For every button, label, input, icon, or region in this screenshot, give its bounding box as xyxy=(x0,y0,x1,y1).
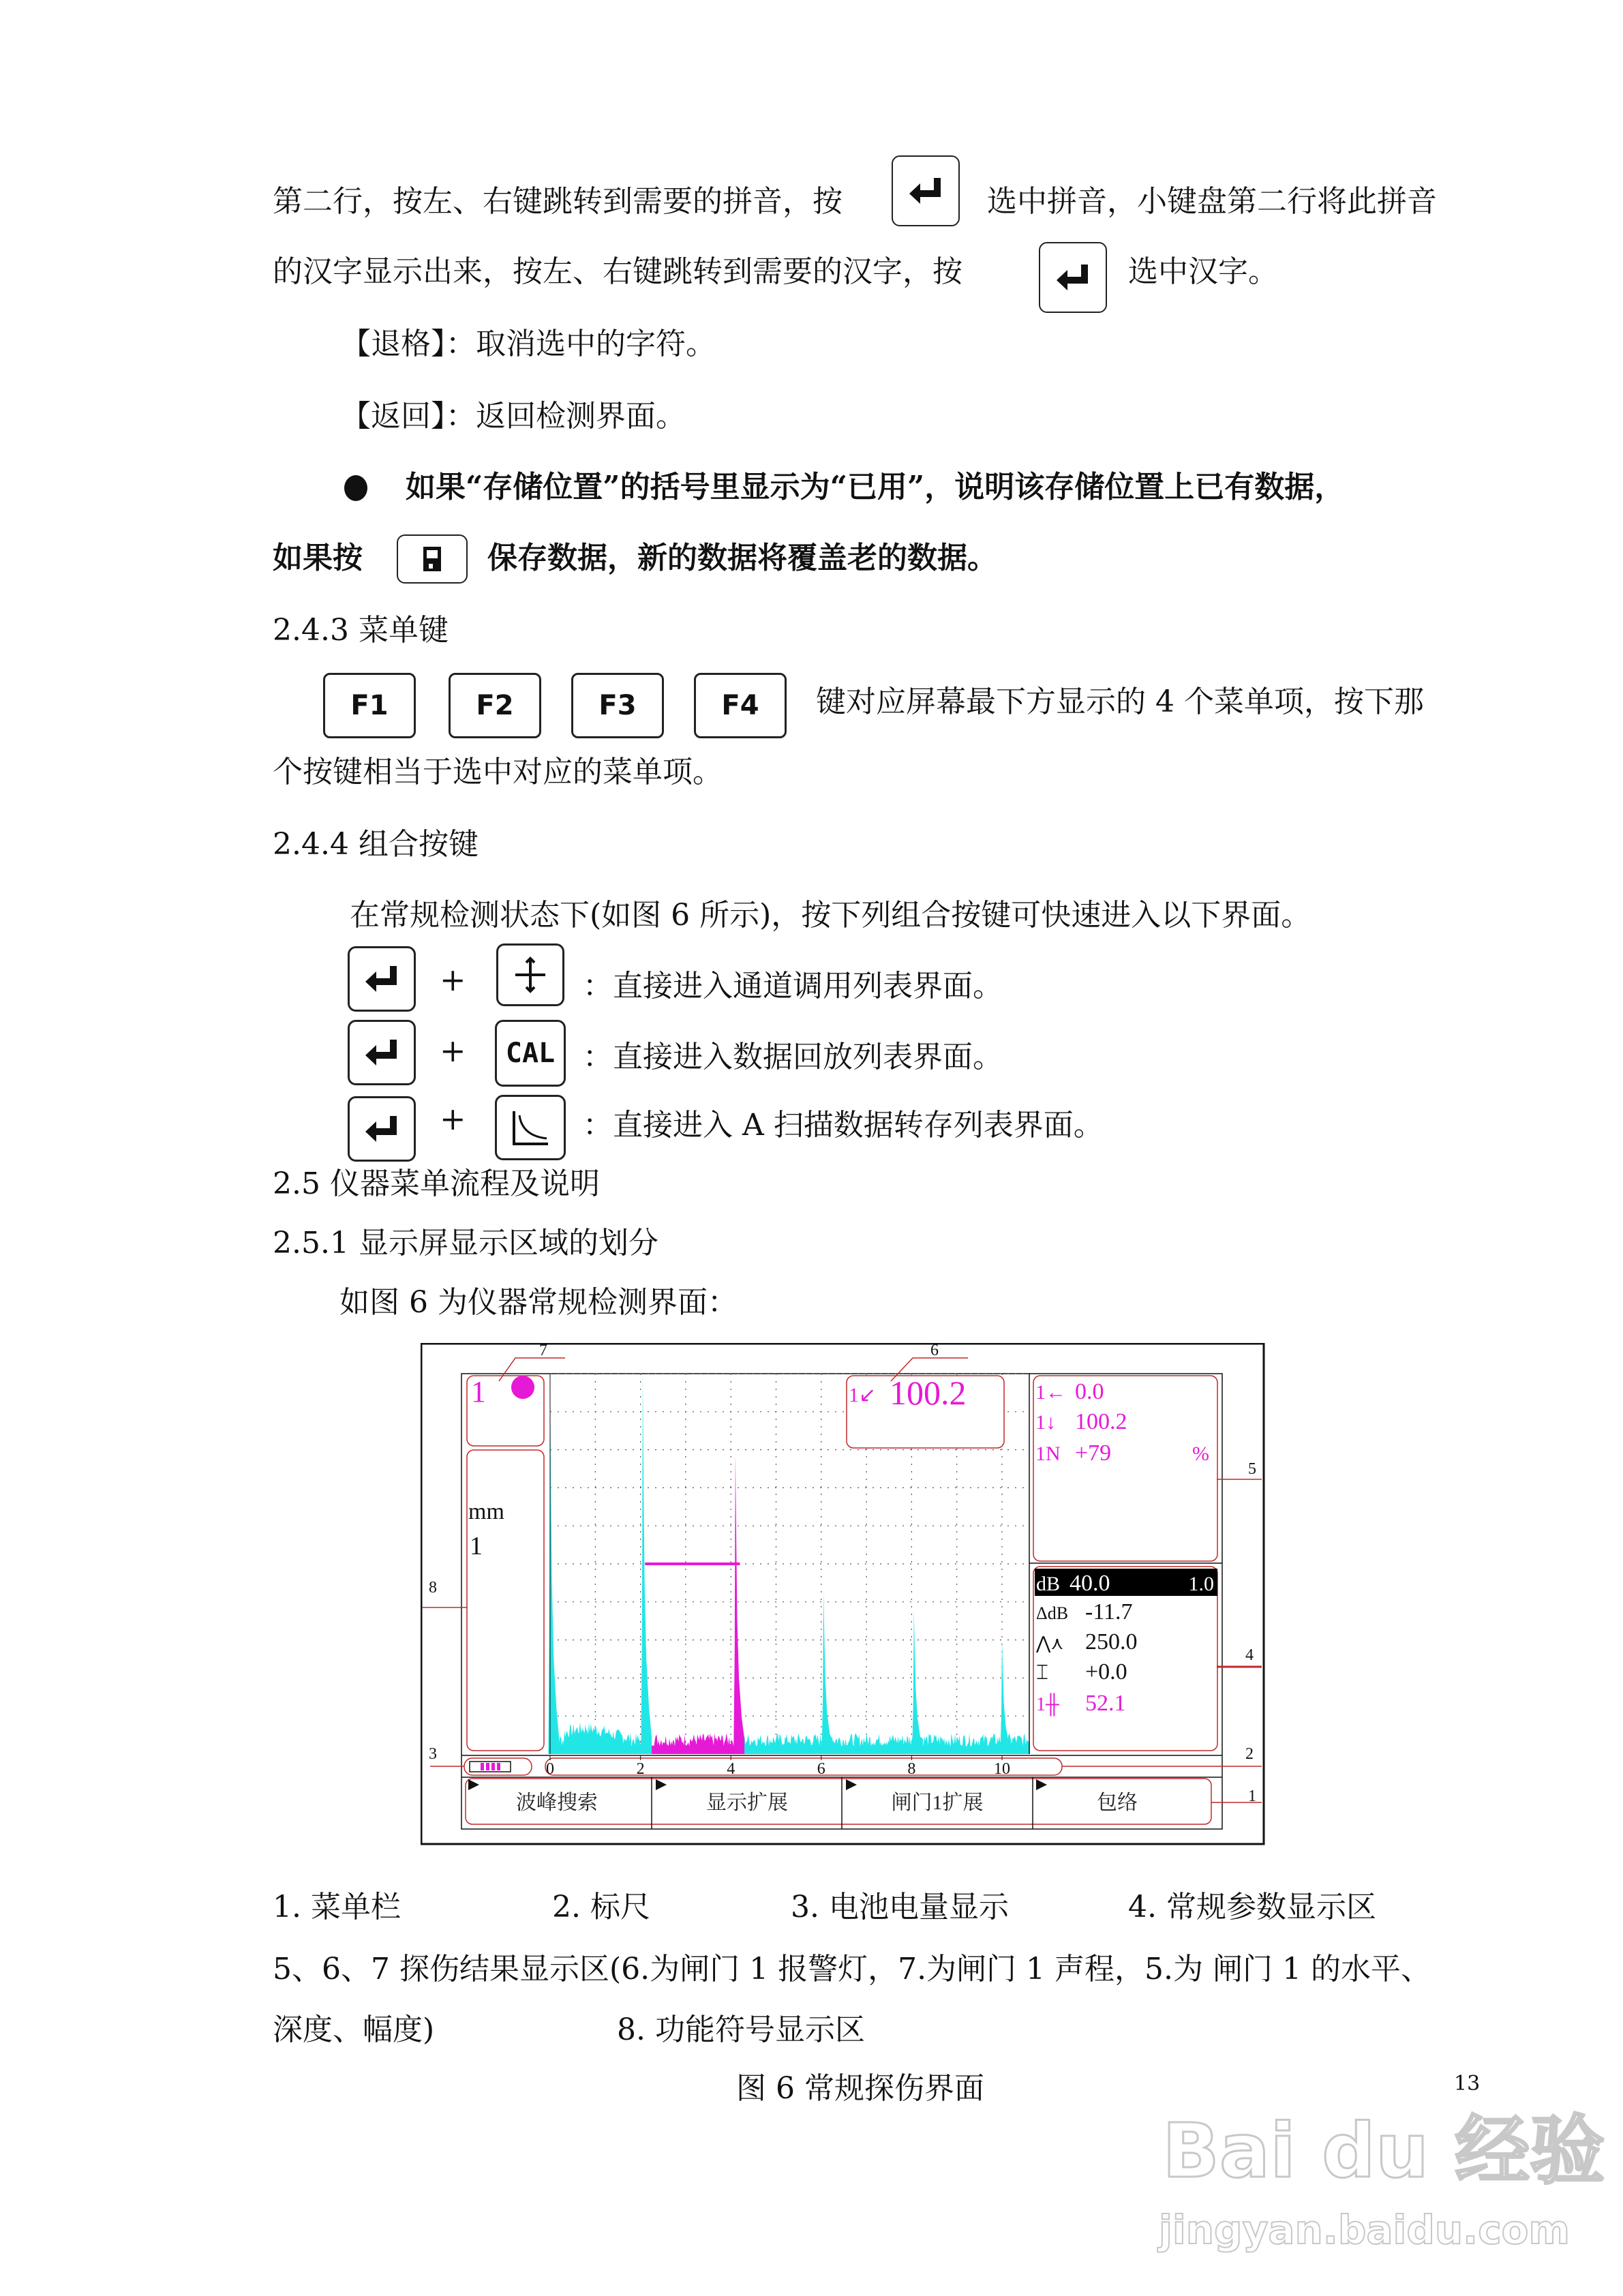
menu-display-expand: 显示扩展 xyxy=(706,1792,788,1814)
figure-intro: 如图 6 为仪器常规检测界面： xyxy=(339,1285,738,1320)
backspace-desc: 【退格】：取消选中的字符。 xyxy=(341,327,716,361)
combo-description: ：直接进入通道调用列表界面。 xyxy=(583,969,1003,1003)
watermark-url: jingyan.baidu.com xyxy=(1159,2207,1570,2253)
dac-curve-key-icon xyxy=(495,1095,566,1160)
callout-1: 1 xyxy=(1248,1787,1256,1805)
unit-value: 1 xyxy=(470,1532,483,1560)
battery-bar xyxy=(497,1763,500,1770)
result-amplitude: +79 xyxy=(1075,1440,1112,1466)
ruler-tick-label: 0 xyxy=(546,1760,554,1778)
alarm-label: 1↙ xyxy=(849,1384,877,1406)
combo-description: ：直接进入 A 扫描数据转存列表界面。 xyxy=(583,1108,1104,1143)
enter-key-icon xyxy=(348,946,416,1012)
cal-key: CAL xyxy=(495,1020,566,1087)
param-label: ⌶ xyxy=(1036,1661,1048,1684)
menu-envelope: 包络 xyxy=(1097,1792,1138,1814)
paragraph-line xyxy=(273,181,843,222)
param-label: ⋀⋏ xyxy=(1036,1633,1064,1653)
instrument-screen-figure xyxy=(421,1343,1266,1847)
legend-item: 8. 功能符号显示区 xyxy=(617,2012,865,2047)
ruler-tick-label: 4 xyxy=(727,1760,735,1778)
delay-value: +0.0 xyxy=(1085,1659,1127,1685)
unit-label: mm xyxy=(468,1499,504,1524)
gate-indicator-dot xyxy=(511,1376,534,1399)
battery-bar xyxy=(481,1763,484,1770)
result-horizontal: 0.0 xyxy=(1075,1379,1104,1404)
channel-number: 1 xyxy=(471,1375,486,1408)
gate-adjust-key-icon xyxy=(496,943,564,1006)
callout-5: 5 xyxy=(1248,1460,1256,1478)
note-line: 如果按 xyxy=(273,541,363,575)
param-label: dB xyxy=(1036,1573,1061,1595)
menu-peak-search: 波峰搜索 xyxy=(516,1792,598,1814)
combo-description: ：直接进入数据回放列表界面。 xyxy=(583,1040,1003,1074)
result-label: 1↓ xyxy=(1035,1411,1056,1434)
enter-key-icon xyxy=(348,1096,416,1162)
bullet-icon xyxy=(344,475,367,501)
back-desc: 【返回】：返回检测界面。 xyxy=(341,399,686,434)
f2-key: F2 xyxy=(449,673,541,738)
f1-key: F1 xyxy=(323,673,416,738)
enter-key-icon xyxy=(892,155,960,226)
callout-6: 6 xyxy=(930,1343,939,1359)
note-line: 保存数据，新的数据将覆盖老的数据。 xyxy=(487,541,997,575)
f4-key: F4 xyxy=(694,673,787,738)
alarm-value: 100.2 xyxy=(890,1374,967,1412)
enter-key-icon xyxy=(348,1020,416,1085)
delta-gain-value: -11.7 xyxy=(1085,1599,1133,1625)
text: 第二行，按左、右键跳转到需要的拼音，按 xyxy=(273,184,843,219)
text: 选中汉字。 xyxy=(1128,254,1278,289)
legend-item: 2. 标尺 xyxy=(552,1890,650,1924)
plus-sign: + xyxy=(440,1100,466,1137)
section-heading: 2.5.1 显示屏显示区域的划分 xyxy=(273,1226,658,1260)
note-line: 如果“存储位置”的括号里显示为“已用”，说明该存储位置上已有数据， xyxy=(406,470,1345,504)
save-key-icon xyxy=(397,534,468,584)
range-value: 250.0 xyxy=(1085,1629,1138,1655)
param-label: ΔdB xyxy=(1036,1603,1069,1623)
text: 选中拼音，小键盘第二行将此拼音 xyxy=(987,184,1437,219)
text: 的汉字显示出来，按左、右键跳转到需要的汉字，按 xyxy=(273,254,962,289)
result-depth: 100.2 xyxy=(1075,1409,1127,1434)
callout-4: 4 xyxy=(1245,1646,1254,1664)
ruler-tick-label: 8 xyxy=(907,1760,916,1778)
section-heading: 2.5 仪器菜单流程及说明 xyxy=(273,1166,600,1201)
legend-item: 3. 电池电量显示 xyxy=(791,1890,1009,1924)
callout-3: 3 xyxy=(429,1745,437,1763)
enter-key-icon xyxy=(1039,242,1107,313)
legend-item: 4. 常规参数显示区 xyxy=(1128,1890,1376,1924)
paragraph-line xyxy=(987,181,1437,222)
plus-sign: + xyxy=(440,1032,466,1069)
watermark-text: Bai du 经验 xyxy=(1162,2107,1605,2194)
result-label: 1N xyxy=(1035,1442,1061,1465)
combo-intro: 在常规检测状态下(如图 6 所示)，按下列组合按键可快速进入以下界面。 xyxy=(350,898,1311,933)
f3-key: F3 xyxy=(571,673,664,738)
plus-sign: + xyxy=(440,961,466,998)
figure-caption: 图 6 常规探伤界面 xyxy=(736,2071,984,2106)
paragraph-line xyxy=(1128,252,1278,292)
param-label: 1╫ xyxy=(1036,1694,1059,1715)
ruler-tick-label: 2 xyxy=(636,1760,645,1778)
battery-bar xyxy=(486,1763,489,1770)
callout-2: 2 xyxy=(1245,1745,1254,1763)
paragraph-line xyxy=(273,252,962,292)
page-number: 13 xyxy=(1454,2072,1481,2096)
baidu-watermark-logo xyxy=(1162,2107,1605,2194)
callout-8: 8 xyxy=(429,1579,437,1597)
section-heading: 2.4.3 菜单键 xyxy=(273,613,449,648)
gain-step: 1.0 xyxy=(1188,1573,1214,1595)
result-label: 1← xyxy=(1035,1381,1066,1404)
fkeys-description: 个按键相当于选中对应的菜单项。 xyxy=(273,755,723,789)
battery-bar xyxy=(491,1763,495,1770)
legend-item: 深度、幅度) xyxy=(273,2012,435,2047)
result-unit: % xyxy=(1192,1442,1209,1465)
fkeys-description: 键对应屏幕最下方显示的 4 个菜单项，按下那 xyxy=(816,684,1424,719)
gain-value: 40.0 xyxy=(1070,1571,1110,1596)
legend-item: 1. 菜单栏 xyxy=(273,1890,401,1924)
callout-7: 7 xyxy=(539,1343,547,1359)
gate-param-value: 52.1 xyxy=(1085,1691,1126,1716)
ruler-tick-label: 6 xyxy=(817,1760,825,1778)
ruler-tick-label: 10 xyxy=(994,1760,1010,1778)
legend-item: 5、6、7 探伤结果显示区(6.为闸门 1 报警灯，7.为闸门 1 声程，5.为 闸门 1 的水平、 xyxy=(273,1952,1431,1987)
section-heading: 2.4.4 组合按键 xyxy=(273,827,479,862)
menu-gate1-expand: 闸门1扩展 xyxy=(891,1792,984,1814)
